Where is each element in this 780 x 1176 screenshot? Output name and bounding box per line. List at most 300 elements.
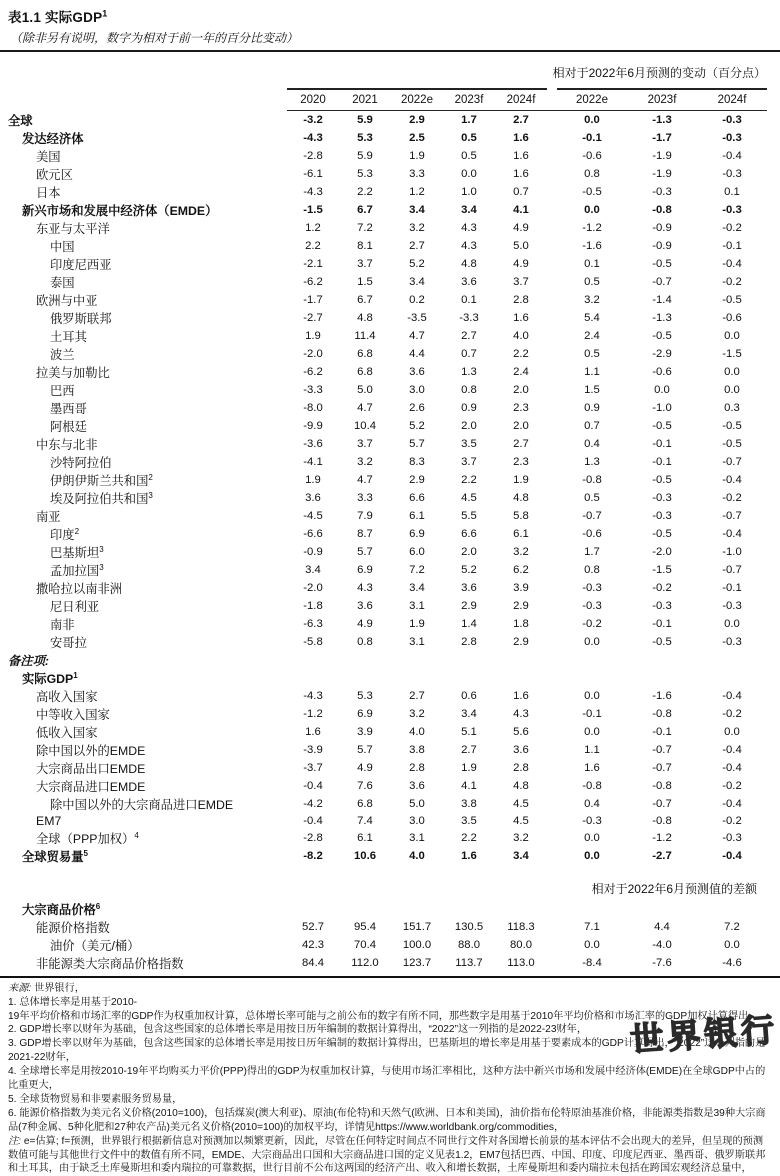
- value-cell: 2.7: [513, 113, 529, 126]
- value-cell: 1.0: [461, 185, 477, 198]
- footnote-line: 4. 全球增长率是用按2010-19年平均购买力平价(PPP)得出的GDP为权重加权计算，与使用市场汇率相比，这种方法中新兴市场和发展中经济体(EMDE)在全球GDP中占的比重更大，: [8, 1066, 766, 1092]
- change-cell: -0.9: [652, 239, 672, 252]
- value-cell: 3.6: [461, 275, 477, 288]
- change-cell: -0.4: [722, 689, 742, 702]
- change-cell: 0.0: [584, 689, 600, 702]
- change-cell: -0.7: [652, 797, 672, 810]
- value-cell: 3.4: [409, 203, 425, 216]
- table-row: [0, 936, 767, 954]
- table-row: [0, 435, 767, 453]
- footnote-line: 来源: 世界银行，: [8, 982, 85, 994]
- footnote-lead: 注:: [8, 1135, 22, 1147]
- value-cell: 2.0: [461, 545, 477, 558]
- column-header: 2024f: [495, 89, 547, 111]
- row-label: 欧洲与中亚: [36, 293, 98, 308]
- change-cell: 0.5: [584, 347, 600, 360]
- value-cell: 2.9: [513, 635, 529, 648]
- value-cell: 3.4: [461, 203, 477, 216]
- value-cell: 6.9: [409, 527, 425, 540]
- value-cell: 1.6: [513, 167, 529, 180]
- value-cell: 6.1: [409, 509, 425, 522]
- value-cell: 10.4: [354, 419, 376, 432]
- value-cell: 123.7: [402, 956, 432, 969]
- column-header: 2024f: [697, 89, 767, 111]
- change-cell: -0.5: [652, 527, 672, 540]
- spacer-cell: [547, 381, 557, 399]
- value-cell: -4.3: [303, 131, 323, 144]
- table-row: [0, 327, 767, 345]
- change-cell: -1.0: [652, 401, 672, 414]
- value-cell: 5.3: [357, 167, 373, 180]
- change-cell: -0.4: [722, 797, 742, 810]
- value-cell: -0.9: [303, 545, 323, 558]
- change-cell: 0.0: [584, 725, 600, 738]
- value-cell: 6.8: [357, 347, 373, 360]
- change-cell: [627, 900, 697, 918]
- value-cell: -4.2: [303, 797, 323, 810]
- row-label: 备注项:: [8, 653, 49, 668]
- value-cell: [443, 651, 495, 669]
- change-cell: -0.2: [582, 617, 602, 630]
- spacer-cell: [547, 525, 557, 543]
- value-cell: 2.0: [513, 419, 529, 432]
- value-cell: 5.7: [357, 743, 373, 756]
- value-cell: 3.6: [513, 743, 529, 756]
- value-cell: 3.7: [513, 275, 529, 288]
- table-row: [0, 561, 767, 579]
- change-cell: -0.7: [652, 761, 672, 774]
- value-cell: 5.0: [409, 797, 425, 810]
- value-cell: -9.9: [303, 419, 323, 432]
- spacer-cell: [547, 111, 557, 129]
- value-cell: 1.6: [305, 725, 321, 738]
- row-label: 除中国以外的EMDE: [36, 743, 146, 758]
- spacer-cell: [547, 687, 557, 705]
- diff-note-row: [0, 878, 767, 900]
- value-cell: -1.2: [303, 707, 323, 720]
- value-cell: 0.2: [409, 293, 425, 306]
- value-cell: 4.7: [409, 329, 425, 342]
- value-cell: 3.7: [357, 257, 373, 270]
- row-label: 日本: [36, 185, 61, 200]
- value-cell: -2.7: [303, 311, 323, 324]
- row-label: 发达经济体: [22, 131, 84, 146]
- value-cell: 2.8: [461, 635, 477, 648]
- row-label: 埃及阿拉伯共和国$^3$: [50, 490, 153, 506]
- value-cell: 6.6: [461, 527, 477, 540]
- value-cell: -4.3: [303, 689, 323, 702]
- row-label: 泰国: [50, 275, 75, 290]
- change-cell: -0.7: [722, 455, 742, 468]
- value-cell: 5.2: [461, 563, 477, 576]
- value-cell: 3.1: [409, 599, 425, 612]
- spacer-cell: [547, 936, 557, 954]
- table-row: [0, 417, 767, 435]
- table-row: [0, 633, 767, 651]
- watermark: 世界银行: [629, 1010, 780, 1059]
- table-row: [0, 237, 767, 255]
- row-label: 俄罗斯联邦: [50, 311, 112, 326]
- change-cell: -0.6: [582, 527, 602, 540]
- change-cell: -0.8: [582, 779, 602, 792]
- row-label: 油价（美元/桶）: [50, 938, 140, 953]
- change-cell: -0.3: [722, 113, 742, 126]
- value-cell: 1.8: [513, 617, 529, 630]
- change-cell: -0.2: [722, 814, 742, 827]
- table-row: [0, 795, 767, 813]
- value-cell: 0.6: [461, 689, 477, 702]
- value-cell: 3.1: [409, 635, 425, 648]
- value-cell: 2.5: [409, 131, 425, 144]
- value-cell: 113.7: [455, 956, 483, 969]
- value-cell: 4.3: [357, 581, 373, 594]
- value-cell: 8.1: [357, 239, 373, 252]
- table-row: [0, 543, 767, 561]
- change-cell: -0.3: [722, 167, 742, 180]
- spacer-cell: [547, 147, 557, 165]
- value-cell: 5.3: [357, 689, 373, 702]
- value-cell: 1.9: [409, 617, 425, 630]
- value-cell: 2.7: [513, 437, 529, 450]
- table-row: [0, 381, 767, 399]
- spacer-cell: [547, 363, 557, 381]
- value-cell: 5.9: [357, 149, 373, 162]
- change-cell: 0.5: [584, 275, 600, 288]
- change-cell: -0.5: [722, 293, 742, 306]
- footnote-line: 6. 能源价格指数为美元名义价格(2010=100)，包括煤炭(澳大利亚)、原油(布伦特)和天然气(欧洲、日本和美国)，油价指布伦特原油基准价格，非能源类指数是39种大宗商品(7种金属、5种化肥和27种农产品)美元名义价格(2010=100)的加权平均，详情见https://www.worldbank.org/commodities，: [8, 1107, 766, 1133]
- change-cell: 0.4: [584, 437, 600, 450]
- value-cell: 70.4: [354, 938, 376, 951]
- value-cell: 3.6: [409, 365, 425, 378]
- value-cell: 3.6: [409, 779, 425, 792]
- value-cell: 3.4: [409, 581, 425, 594]
- page-title: [0, 0, 780, 26]
- change-cell: 0.0: [654, 383, 670, 396]
- value-cell: 1.7: [461, 113, 477, 126]
- table-row: [0, 741, 767, 759]
- row-label: 全球（PPP加权）$^4$: [36, 830, 139, 846]
- change-cell: -0.3: [582, 581, 602, 594]
- change-cell: -0.3: [722, 635, 742, 648]
- row-label: 墨西哥: [50, 401, 87, 416]
- value-cell: 2.2: [513, 347, 529, 360]
- row-label: 全球: [8, 113, 33, 128]
- change-cell: -0.6: [722, 311, 742, 324]
- value-cell: 4.9: [357, 761, 373, 774]
- value-cell: [339, 651, 391, 669]
- value-cell: 10.6: [354, 849, 376, 862]
- spacer-cell: [547, 507, 557, 525]
- value-cell: 4.0: [513, 329, 529, 342]
- value-cell: [391, 651, 443, 669]
- spacer-cell: [547, 633, 557, 651]
- change-cell: -0.1: [652, 725, 672, 738]
- footnote-lead: 来源:: [8, 982, 32, 994]
- value-cell: 3.4: [461, 707, 477, 720]
- change-cell: -0.4: [722, 527, 742, 540]
- table-row: [0, 165, 767, 183]
- value-cell: 0.8: [461, 383, 477, 396]
- change-cell: 0.1: [584, 257, 600, 270]
- value-cell: [495, 669, 547, 687]
- change-cell: 0.8: [584, 167, 600, 180]
- value-cell: 1.2: [305, 221, 321, 234]
- change-cell: 4.4: [654, 920, 670, 933]
- value-cell: 4.5: [461, 491, 477, 504]
- spacer-cell: [547, 813, 557, 829]
- value-cell: -3.6: [303, 437, 323, 450]
- spacer-cell: [547, 399, 557, 417]
- value-cell: 3.5: [461, 437, 477, 450]
- spacer-cell: [547, 705, 557, 723]
- change-cell: -0.5: [652, 473, 672, 486]
- header-spacer-cell: [547, 89, 557, 111]
- change-cell: -0.3: [722, 599, 742, 612]
- table-row: [0, 147, 767, 165]
- table-row: [0, 954, 767, 972]
- row-label: 尼日利亚: [50, 599, 100, 614]
- change-cell: -0.1: [652, 617, 672, 630]
- value-cell: -3.5: [407, 311, 427, 324]
- spacer-cell: [547, 918, 557, 936]
- change-cell: -0.8: [652, 203, 672, 216]
- change-cell: 0.0: [584, 635, 600, 648]
- change-cell: 7.2: [724, 920, 740, 933]
- value-cell: 2.9: [461, 599, 477, 612]
- value-cell: 130.5: [454, 920, 484, 933]
- spacer-cell: [547, 435, 557, 453]
- table-row: [0, 723, 767, 741]
- spacer-cell: [547, 579, 557, 597]
- value-cell: -0.4: [303, 779, 323, 792]
- change-cell: -0.2: [722, 491, 742, 504]
- change-cell: [557, 651, 627, 669]
- value-cell: 0.8: [357, 635, 373, 648]
- value-cell: -2.0: [303, 581, 323, 594]
- change-cell: -2.9: [652, 347, 672, 360]
- value-cell: 4.3: [461, 221, 477, 234]
- value-cell: -3.2: [303, 113, 323, 126]
- spacer-cell: [547, 471, 557, 489]
- spacer-cell: [547, 741, 557, 759]
- change-cell: 0.0: [724, 938, 740, 951]
- value-cell: [391, 900, 443, 918]
- table-header-row: [0, 89, 767, 111]
- value-cell: -6.2: [303, 275, 323, 288]
- change-cell: -1.5: [722, 347, 742, 360]
- column-header: 2022e: [557, 89, 627, 111]
- row-label: 沙特阿拉伯: [50, 455, 112, 470]
- value-cell: 0.1: [461, 293, 477, 306]
- change-cell: -7.6: [652, 956, 672, 969]
- change-cell: 0.0: [724, 617, 740, 630]
- row-label: 巴基斯坦$^3$: [50, 544, 104, 560]
- value-cell: 4.8: [513, 491, 529, 504]
- change-cell: -8.4: [582, 956, 602, 969]
- value-cell: -8.0: [303, 401, 323, 414]
- change-cell: -0.3: [652, 185, 672, 198]
- page-title-text: 表1.1 实际GDP: [8, 10, 103, 25]
- change-cell: -0.3: [722, 831, 742, 844]
- value-cell: 1.3: [461, 365, 477, 378]
- change-cell: 1.3: [584, 455, 600, 468]
- row-label: 中国: [50, 239, 75, 254]
- value-cell: 4.7: [357, 473, 373, 486]
- diff-note: 相对于2022年6月预测值的差额: [591, 882, 757, 897]
- value-cell: [339, 669, 391, 687]
- change-cell: -0.8: [652, 814, 672, 827]
- change-cell: -0.1: [582, 131, 602, 144]
- value-cell: -2.1: [303, 257, 323, 270]
- table-row: [0, 273, 767, 291]
- value-cell: 151.7: [402, 920, 432, 933]
- value-cell: 1.6: [461, 849, 477, 862]
- row-label: 除中国以外的大宗商品进口EMDE: [50, 797, 234, 812]
- change-cell: 1.7: [584, 545, 600, 558]
- change-cell: -0.5: [722, 419, 742, 432]
- change-cell: 2.4: [584, 329, 600, 342]
- value-cell: 6.8: [357, 365, 373, 378]
- value-cell: 2.4: [513, 365, 529, 378]
- table-row: [0, 489, 767, 507]
- value-cell: 2.2: [461, 473, 477, 486]
- value-cell: -2.8: [303, 149, 323, 162]
- value-cell: 4.7: [357, 401, 373, 414]
- table-row: [0, 525, 767, 543]
- value-cell: 1.6: [513, 131, 529, 144]
- spacer-cell: [547, 183, 557, 201]
- table-row: [0, 399, 767, 417]
- value-cell: 4.1: [513, 203, 529, 216]
- value-cell: 3.0: [409, 383, 425, 396]
- table-row: [0, 615, 767, 633]
- value-cell: 0.7: [513, 185, 529, 198]
- row-label: 南非: [50, 617, 75, 632]
- value-cell: 2.9: [409, 113, 425, 126]
- value-cell: 2.7: [461, 743, 477, 756]
- value-cell: 3.9: [357, 725, 373, 738]
- change-cell: [627, 651, 697, 669]
- value-cell: -1.8: [303, 599, 323, 612]
- value-cell: 8.3: [409, 455, 425, 468]
- row-label: 实际GDP$^1$: [22, 670, 78, 686]
- change-cell: -0.8: [582, 473, 602, 486]
- value-cell: 4.3: [461, 239, 477, 252]
- change-cell: -0.8: [652, 779, 672, 792]
- value-cell: 4.9: [513, 221, 529, 234]
- value-cell: 5.2: [409, 419, 425, 432]
- value-cell: [287, 900, 339, 918]
- value-cell: 52.7: [302, 920, 324, 933]
- value-cell: 5.9: [357, 113, 373, 126]
- change-cell: -0.4: [722, 849, 742, 862]
- change-cell: 0.0: [584, 113, 600, 126]
- row-label: 印度$^2$: [50, 526, 80, 542]
- footnote-line: 5. 全球货物贸易和非要素服务贸易量，: [8, 1093, 183, 1105]
- value-cell: 6.8: [357, 797, 373, 810]
- spacer-cell: [547, 291, 557, 309]
- change-cell: -2.0: [652, 545, 672, 558]
- change-cell: -0.5: [652, 635, 672, 648]
- spacer-cell: [547, 489, 557, 507]
- value-cell: 3.4: [409, 275, 425, 288]
- change-cell: -0.4: [722, 761, 742, 774]
- change-cell: 1.5: [584, 383, 600, 396]
- table-row: [0, 900, 767, 918]
- value-cell: 3.6: [357, 599, 373, 612]
- table-row: [0, 705, 767, 723]
- change-cell: [697, 651, 767, 669]
- change-cell: -1.3: [652, 113, 672, 126]
- footnote-line: 注: e=估算; f=预测，世界银行根据新信息对预测加以频繁更新，因此，尽管在任何特定时间点不同世行文件对各国增长前景的基本评估不会出现大的差异，但呈现的预测数值可能与其他世行文件中的数值有所不同，EMDE、大宗商品出口国和大宗商品进口国的定义见表1.2，EM7包括巴西、中国、印度、印度尼西亚、墨西哥、俄罗斯联邦和土耳其，由于缺乏土库曼斯坦和委内瑞拉的可靠数据，世行目前不公布这两国的经济产出、收入和增长数据，土库曼斯坦和委内瑞拉未包括在跨国宏观经济总量中，: [8, 1135, 766, 1175]
- value-cell: 4.0: [409, 725, 425, 738]
- change-cell: [697, 669, 767, 687]
- value-cell: 2.7: [409, 239, 425, 252]
- value-cell: 5.8: [513, 509, 529, 522]
- value-cell: -5.8: [303, 635, 323, 648]
- value-cell: 4.1: [461, 779, 477, 792]
- spacer-cell: [547, 651, 557, 669]
- spacer-cell: [547, 759, 557, 777]
- spacer-cell: [547, 129, 557, 147]
- value-cell: -3.7: [303, 761, 323, 774]
- value-cell: [287, 651, 339, 669]
- value-cell: 3.2: [513, 831, 529, 844]
- value-cell: 6.2: [513, 563, 529, 576]
- change-cell: -1.0: [722, 545, 742, 558]
- spacer-cell: [547, 900, 557, 918]
- table-row: [0, 129, 767, 147]
- change-cell: 0.0: [584, 849, 600, 862]
- value-cell: 100.0: [402, 938, 432, 951]
- change-cell: 0.0: [724, 365, 740, 378]
- value-cell: 11.4: [354, 329, 376, 342]
- change-cell: -0.1: [722, 239, 742, 252]
- spacer-cell: [547, 273, 557, 291]
- value-cell: 6.0: [409, 545, 425, 558]
- change-cell: -1.6: [652, 689, 672, 702]
- spacer-cell: [547, 597, 557, 615]
- spacer-cell: [547, 847, 557, 865]
- change-cell: -2.7: [652, 849, 672, 862]
- value-cell: 1.6: [513, 311, 529, 324]
- value-cell: 5.7: [409, 437, 425, 450]
- value-cell: 6.7: [357, 203, 373, 216]
- spacer-cell: [547, 201, 557, 219]
- value-cell: -4.5: [303, 509, 323, 522]
- table-row: [0, 309, 767, 327]
- change-cell: 7.1: [584, 920, 600, 933]
- change-cell: 0.0: [724, 725, 740, 738]
- value-cell: 2.2: [461, 831, 477, 844]
- row-label: 撒哈拉以南非洲: [36, 581, 123, 596]
- value-cell: -6.2: [303, 365, 323, 378]
- change-cell: 1.1: [584, 365, 600, 378]
- change-cell: -1.9: [652, 167, 672, 180]
- gdp-table: [0, 88, 767, 972]
- spacer-cell: [547, 795, 557, 813]
- value-cell: 4.9: [357, 617, 373, 630]
- spacer-cell: [0, 865, 767, 878]
- value-cell: 3.5: [461, 814, 477, 827]
- value-cell: -6.3: [303, 617, 323, 630]
- value-cell: -1.7: [303, 293, 323, 306]
- value-cell: 2.6: [409, 401, 425, 414]
- value-cell: 2.3: [513, 455, 529, 468]
- change-cell: -0.4: [722, 473, 742, 486]
- value-cell: -2.8: [303, 831, 323, 844]
- spacer-cell: [547, 954, 557, 972]
